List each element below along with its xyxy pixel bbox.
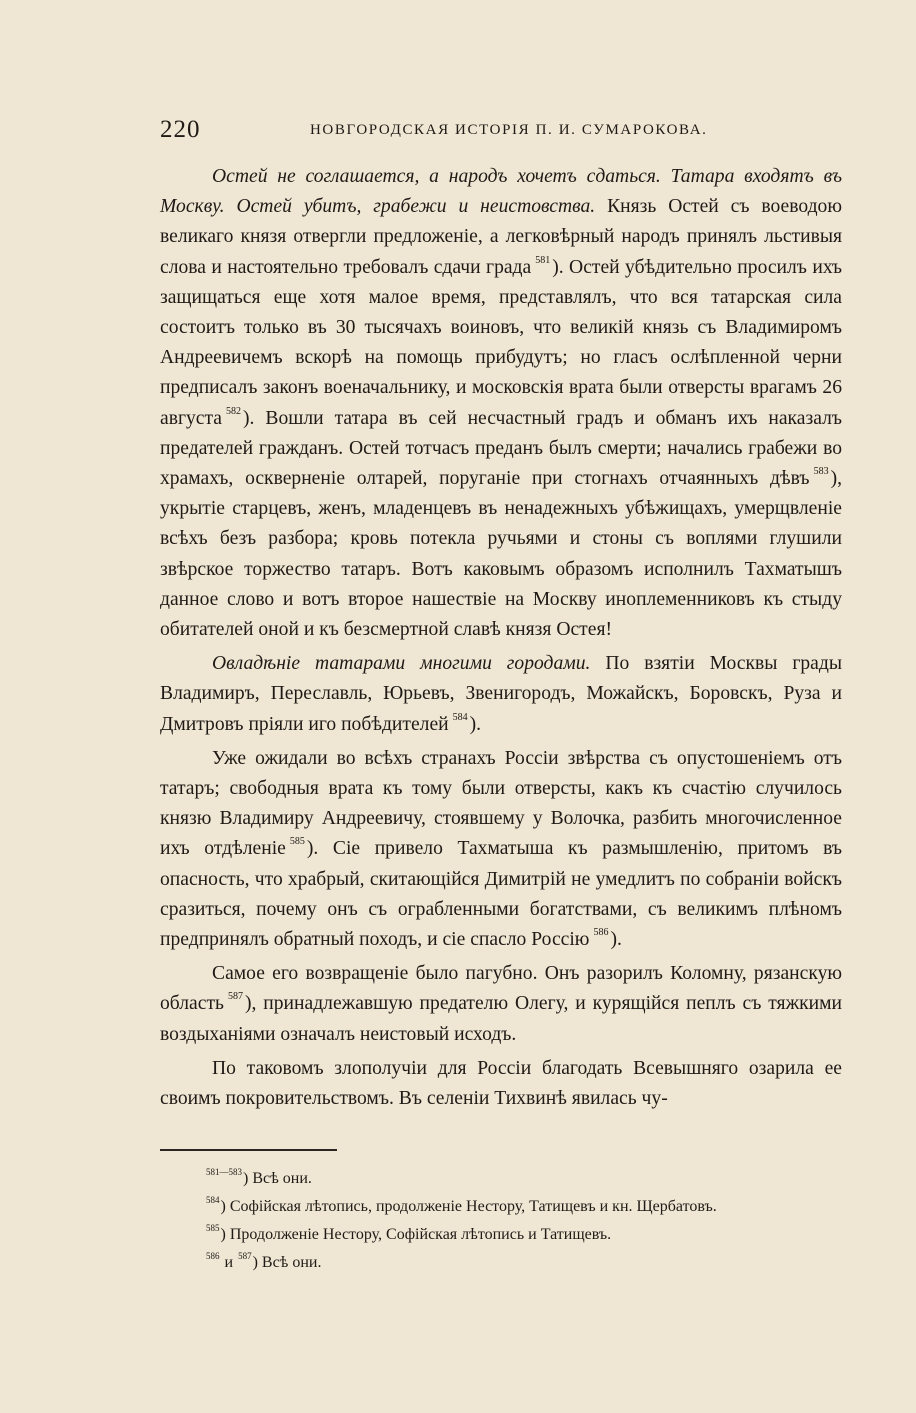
footnote-joiner: и: [220, 1254, 238, 1271]
paragraph-text: ).: [469, 713, 482, 735]
paragraph-text: Уже ожидали во всѣхъ странахъ Россіи звѣрства съ опустошеніемъ отъ татаръ; свободныя врата къ тому были отверсты, какъ къ счастію случилось князю Владимиру Андреевичу, стоявшему у Волочка, разбить многочисленное ихъ отдѣленіе: [160, 747, 842, 860]
paragraph-text: Князь Остей съ воеводою великаго князя отвергли предложеніе, а легковѣрный народъ принялъ льстивыя слова и настоятельно требовалъ сдачи града: [160, 196, 842, 278]
footnote-text: ) Софійская лѣтопись, продолженіе Нестору, Татищевъ и кн. Щербатовъ.: [220, 1198, 717, 1215]
paragraph-text: ), принадлежавшую предателю Олегу, и курящійся пеплъ съ тяжкими воздыханіями означалъ неистовый исходъ.: [160, 993, 842, 1045]
paragraph-tikhvin: [160, 1054, 842, 1114]
footnote: [205, 1193, 865, 1221]
paragraph-text: ). Остей убѣдительно просилъ ихъ защищаться еще хотя малое время, представлялъ, что вся татарская сила состоитъ только въ 30 тысячахъ воиновъ, что великій князь съ Владимиромъ Андреевичемъ вскорѣ на помощь прибудутъ; но гласъ ослѣпленной черни предписалъ законъ военачальнику, и московскія врата были отверсты врагамъ 26 августа: [160, 256, 842, 429]
paragraph-text: ). Сіе привело Тахматыша къ размышленію, притомъ въ опасность, что храбрый, скитающійся Димитрій не умедлитъ по собраніи войскъ сразиться, почему онъ съ ограбленными богатствами, съ великимъ плѣномъ предпринялъ обратный походъ, и сіе спасло Россію: [160, 838, 842, 951]
footnote-text: ) Продолженіе Нестору, Софійская лѣтопись и Татищевъ.: [220, 1226, 612, 1243]
footnote-number: 585: [206, 1223, 220, 1233]
footnote-ref: 585: [289, 836, 305, 848]
paragraph-vladimir: [160, 744, 842, 955]
paragraph-return: [160, 959, 842, 1050]
main-text: [160, 162, 842, 1114]
marginal-heading: Остей не соглашается, а народъ хочетъ сдаться. Татара входятъ въ Москву. Остей убитъ, грабежи и неистовства.: [160, 166, 842, 218]
page-header: [160, 116, 840, 146]
footnote-number: 587: [238, 1251, 252, 1261]
paragraph-text: ), укрытіе старцевъ, женъ, младенцевъ въ ненадежныхъ убѣжищахъ, умерщвленіе всѣхъ безъ разбора; кровь потекла ручьями и стоны съ воплями глушили звѣрское торжество татаръ. Вотъ каковымъ образомъ исполнилъ Тахматышъ данное слово и вотъ второе нашествіе на Москву иноплеменниковъ къ стыду обитателей оной и къ безсмертной славѣ князя Остея!: [160, 468, 842, 641]
footnote-ref: 584: [452, 711, 468, 723]
running-title: НОВГОРОДСКАЯ ИСТОРІЯ П. И. СУМАРОКОВА.: [310, 122, 708, 138]
footnote: [205, 1221, 865, 1249]
footnote-ref: 581: [535, 254, 551, 266]
footnote-ref: 587: [227, 991, 243, 1003]
marginal-heading: Овладѣніе татарами многими городами.: [212, 653, 591, 675]
paragraph-text: По взятіи Москвы грады Владимиръ, Переславль, Юрьевъ, Звенигородъ, Можайскъ, Боровскъ, Руза и Дмитровъ пріяли иго побѣдителей: [160, 653, 842, 735]
footnote: [205, 1165, 865, 1193]
footnote-number: 581—583: [206, 1167, 242, 1177]
paragraph-osteі: [160, 162, 842, 645]
footnote-ref: 583: [813, 466, 829, 478]
footnote-number: 586: [206, 1251, 220, 1261]
footnote-ref: 582: [225, 405, 241, 417]
paragraph-cities: [160, 649, 842, 740]
footnote-text: ) Всѣ они.: [252, 1254, 322, 1271]
footnote-number: 584: [206, 1195, 220, 1205]
paragraph-text: По таковомъ злополучіи для Россіи благодать Всевышняго озарила ее своимъ покровительствомъ. Въ селеніи Тихвинѣ явилась чу-: [160, 1057, 842, 1110]
paragraph-text: ).: [610, 929, 622, 951]
footnote-text: ) Всѣ они.: [243, 1170, 312, 1187]
footnotes: [205, 1165, 865, 1277]
footnote-divider: [160, 1149, 337, 1151]
page-number: 220: [160, 116, 201, 143]
footnote-ref: 586: [593, 927, 609, 939]
paragraph-text: ). Вошли татара въ сей несчастный градъ и обманъ ихъ наказалъ предателей гражданъ. Остей тотчасъ преданъ былъ смерти; начались грабежи во храмахъ, оскверненіе олтарей, поруганіе при стогнахъ отчаянныхъ дѣвъ: [160, 407, 842, 490]
footnote: [205, 1249, 865, 1277]
paragraph-text: Самое его возвращеніе было пагубно. Онъ разорилъ Коломну, рязанскую область: [160, 963, 842, 1015]
